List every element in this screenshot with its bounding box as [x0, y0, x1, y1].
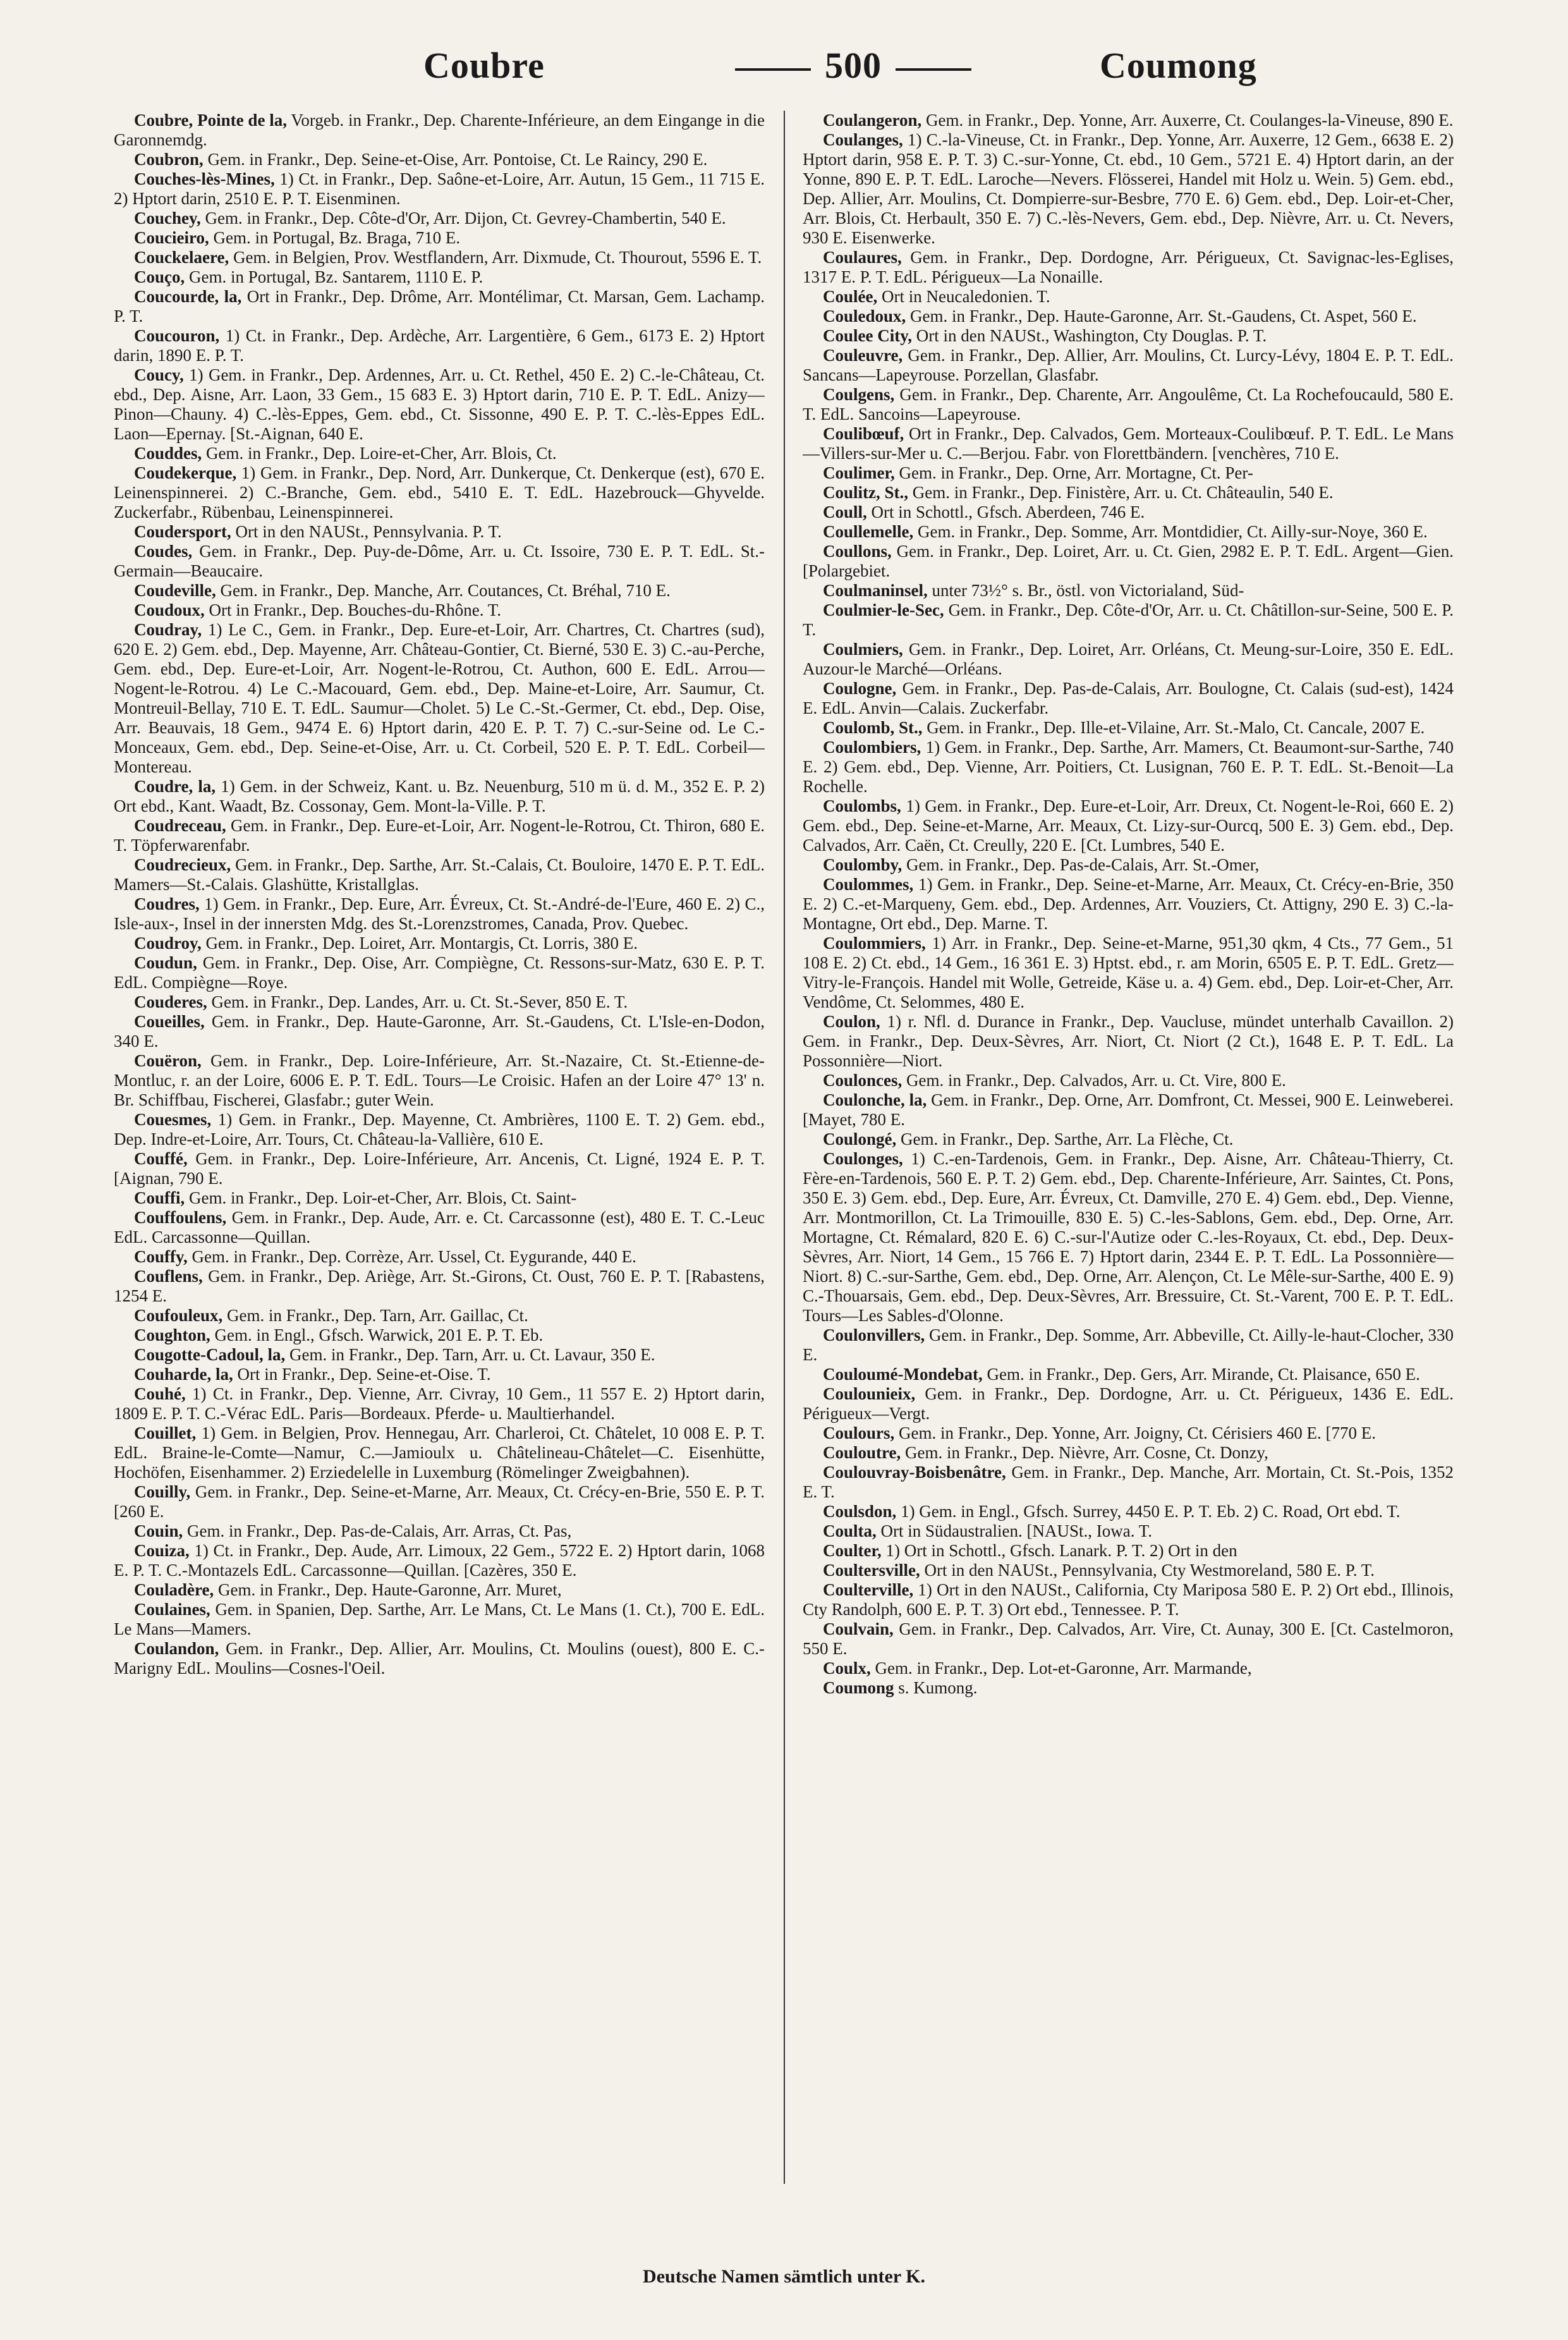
entry-headword: Coulanges,	[823, 130, 903, 149]
entry-headword: Coulx,	[823, 1659, 871, 1678]
entry-headword: Coulmiers,	[823, 640, 903, 659]
dictionary-entry	[803, 1502, 1454, 1521]
dictionary-entry	[114, 228, 765, 248]
entry-headword: Couço,	[134, 267, 185, 286]
entry-text: 1) Le C., Gem. in Frankr., Dep. Eure-et-Loir, Arr. Chartres, Ct. Chartres (sud), 620 E. 2) Gem. ebd., Dep. Mayenne, Arr. Château-Gontier, Ct. Bierné, 530 E. 3) C.-au-Perche, Gem. ebd., Dep. Eure-et-Loir, Arr. Nogent-le-Rotrou, Ct. Authon, 600 E. EdL. Arrou—Nogent-le-Rotrou. 4) Le C.-Macouard, Gem. ebd., Dep. Maine-et-Loire, Arr. Saumur, Ct. Montreuil-Bellay, 710 E. T. EdL. Saumur—Cholet. 5) Le C.-St.-Germer, Ct. ebd., Dep. Oise, Arr. Beauvais, 18 Gem., 9474 E. 6) Hptort darin, 420 E. P. T. 7) C.-sur-Seine od. Le C.-Monceaux, Gem. ebd., Dep. Seine-et-Oise, Arr. u. Ct. Corbeil, 520 E. P. T. EdL. Corbeil—Montereau.	[114, 620, 765, 776]
dictionary-entry	[803, 1130, 1454, 1149]
entry-text: Gem. in Frankr., Dep. Calvados, Arr. Vire, Ct. Aunay, 300 E. [Ct. Castelmoron, 550 E.	[803, 1619, 1454, 1658]
entry-headword: Coultersville,	[823, 1561, 920, 1580]
entry-headword: Coubron,	[134, 150, 204, 169]
dictionary-entry	[114, 600, 765, 620]
entry-headword: Coucourde, la,	[134, 287, 242, 306]
text-columns	[114, 111, 1454, 2184]
entry-headword: Couffy,	[134, 1247, 188, 1266]
dictionary-entry	[114, 1639, 765, 1678]
dictionary-entry	[803, 287, 1454, 307]
entry-text: Gem. in Frankr., Dep. Tarn, Arr. u. Ct. Lavaur, 350 E.	[285, 1345, 655, 1364]
entry-text: Gem. in Frankr., Dep. Loire-Inférieure, Arr. Ancenis, Ct. Ligné, 1924 E. P. T. [Aignan, 790 E.	[114, 1149, 765, 1188]
entry-text: Gem. in Frankr., Dep. Gers, Arr. Mirande, Ct. Plaisance, 650 E.	[982, 1365, 1420, 1384]
entry-text: s. Kumong.	[894, 1678, 978, 1697]
entry-headword: Coulitz, St.,	[823, 483, 908, 502]
entry-headword: Couladère,	[134, 1580, 214, 1599]
entry-text: Gem. in Frankr., Dep. Yonne, Arr. Joigny, Ct. Cérisiers 460 E. [770 E.	[894, 1423, 1376, 1442]
dictionary-entry	[114, 1306, 765, 1325]
entry-text: Ort in Neucaledonien. T.	[877, 287, 1050, 306]
entry-text: Gem. in Portugal, Bz. Braga, 710 E.	[209, 228, 461, 247]
entry-text: 1) Ct. in Frankr., Dep. Aude, Arr. Limoux, 22 Gem., 5722 E. 2) Hptort darin, 1068 E. P. T. C.-Montazels EdL. Carcassonne—Quillan. [Cazères, 350 E.	[114, 1541, 765, 1580]
entry-headword: Couin,	[134, 1521, 183, 1540]
entry-text: 1) Gem. in der Schweiz, Kant. u. Bz. Neuenburg, 510 m ü. d. M., 352 E. P. 2) Ort ebd., Kant. Waadt, Bz. Cossonay, Gem. Mont-la-Ville. P. T.	[114, 777, 765, 815]
dictionary-entry	[114, 1051, 765, 1110]
entry-text: Gem. in Frankr., Dep. Lot-et-Garonne, Arr. Marmande,	[870, 1659, 1252, 1678]
entry-text: Gem. in Frankr., Dep. Pas-de-Calais, Arr. St.-Omer,	[902, 855, 1260, 874]
entry-text: 1) Gem. in Frankr., Dep. Eure-et-Loir, Arr. Dreux, Ct. Nogent-le-Roi, 660 E. 2) Gem. ebd., Dep. Seine-et-Marne, Arr. Meaux, Ct. Lizy-sur-Ourcq, 500 E. 3) Gem. ebd., Dep. Calvados, Arr. Caën, Ct. Creully, 220 E. [Ct. Lumbres, 540 E.	[803, 796, 1454, 855]
entry-headword: Coumong	[823, 1678, 894, 1697]
entry-headword: Coulée,	[823, 287, 878, 306]
page-footer-note: Deutsche Namen sämtlich unter K.	[643, 2266, 925, 2287]
entry-text: Gem. in Frankr., Dep. Pas-de-Calais, Arr. Arras, Ct. Pas,	[183, 1521, 572, 1540]
dictionary-entry	[803, 1149, 1454, 1325]
dictionary-entry	[114, 365, 765, 444]
dictionary-entry	[114, 463, 765, 522]
dictionary-entry	[114, 111, 765, 150]
entry-headword: Coudun,	[134, 953, 197, 972]
dictionary-entry	[803, 934, 1454, 1012]
entry-headword: Couffi,	[134, 1188, 185, 1207]
entry-text: Ort in Südaustralien. [NAUSt., Iowa. T.	[876, 1521, 1152, 1540]
dictionary-entry	[803, 1541, 1454, 1561]
dictionary-entry	[114, 894, 765, 934]
entry-text: Gem. in Frankr., Dep. Tarn, Arr. Gaillac, Ct.	[222, 1306, 528, 1325]
entry-text: Gem. in Frankr., Dep. Manche, Arr. Mortain, Ct. St.-Pois, 1352 E. T.	[803, 1463, 1454, 1501]
entry-headword: Coudroy,	[134, 934, 202, 953]
dictionary-entry	[803, 326, 1454, 346]
entry-headword: Coudray,	[134, 620, 202, 639]
entry-text: Gem. in Spanien, Dep. Sarthe, Arr. Le Mans, Ct. Le Mans (1. Ct.), 700 E. EdL. Le Mans—Mamers.	[114, 1600, 765, 1638]
entry-headword: Couches-lès-Mines,	[134, 169, 275, 188]
entry-headword: Couillet,	[134, 1423, 197, 1442]
dictionary-entry	[803, 307, 1454, 326]
entry-headword: Couilly,	[134, 1482, 191, 1501]
entry-headword: Coulogne,	[823, 679, 897, 698]
dictionary-entry	[114, 542, 765, 581]
dictionary-entry	[803, 1325, 1454, 1365]
entry-text: 1) Ort in Schottl., Gfsch. Lanark. P. T. 2) Ort in den	[881, 1541, 1237, 1560]
entry-text: Gem. in Frankr., Dep. Sarthe, Arr. St.-Calais, Ct. Bouloire, 1470 E. P. T. EdL. Mamers—St.-Calais. Glashütte, Kristallglas.	[114, 855, 765, 894]
dictionary-entry	[803, 111, 1454, 130]
page-number-block	[714, 44, 992, 87]
dictionary-entry	[803, 424, 1454, 463]
entry-text: 1) Gem. in Frankr., Dep. Sarthe, Arr. Mamers, Ct. Beaumont-sur-Sarthe, 740 E. 2) Gem. ebd., Dep. Vienne, Arr. Poitiers, Ct. Lusignan, 760 E. P. T. EdL. St.-Benoit—La Rochelle.	[803, 738, 1454, 796]
entry-headword: Couiza,	[134, 1541, 190, 1560]
entry-text: Gem. in Frankr., Dep. Nièvre, Arr. Cosne, Ct. Donzy,	[901, 1443, 1268, 1462]
entry-headword: Coullemelle,	[823, 522, 914, 541]
entry-headword: Coulangeron,	[823, 111, 922, 130]
dictionary-entry	[803, 130, 1454, 248]
dictionary-entry	[114, 1012, 765, 1051]
entry-text: 1) Gem. in Frankr., Dep. Ardennes, Arr. u. Ct. Rethel, 450 E. 2) C.-le-Château, Ct. ebd., Dep. Aisne, Arr. Laon, 33 Gem., 15 683 E. 3) Hptort darin, 710 E. P. T. EdL. Anizy—Pinon—Chauny. 4) C.-lès-Eppes, Gem. ebd., Ct. Sissonne, 490 E. P. T. C.-lès-Eppes EdL. Laon—Epernay. [St.-Aignan, 640 E.	[114, 365, 765, 443]
entry-text: 1) Ct. in Frankr., Dep. Saône-et-Loire, Arr. Autun, 15 Gem., 11 715 E. 2) Hptort darin, 2510 E. P. T. Eisenminen.	[114, 169, 765, 208]
entry-headword: Coucieiro,	[134, 228, 209, 247]
dictionary-entry	[803, 346, 1454, 385]
entry-headword: Couffé,	[134, 1149, 188, 1168]
entry-headword: Coulee City,	[823, 326, 912, 345]
right-column	[803, 111, 1454, 2184]
entry-headword: Couleuvre,	[823, 346, 903, 365]
entry-headword: Couffoulens,	[134, 1208, 227, 1227]
entry-text: Ort in Frankr., Dep. Seine-et-Oise. T.	[233, 1365, 491, 1384]
dictionary-entry	[803, 542, 1454, 581]
dictionary-entry	[803, 248, 1454, 287]
entry-headword: Coulsdon,	[823, 1502, 897, 1521]
header-dash	[896, 68, 971, 71]
dictionary-entry	[803, 600, 1454, 640]
dictionary-entry	[803, 1561, 1454, 1580]
entry-text: Gem. in Frankr., Dep. Oise, Arr. Compiègne, Ct. Ressons-sur-Matz, 630 E. P. T. EdL. Compiègne—Roye.	[114, 953, 765, 992]
entry-headword: Couesmes,	[134, 1110, 212, 1129]
header-last-word: Coumong	[1100, 45, 1257, 86]
dictionary-entry	[803, 875, 1454, 934]
entry-headword: Coulgens,	[823, 385, 895, 404]
entry-text: Gem. in Frankr., Dep. Loiret, Arr. Orléans, Ct. Meung-sur-Loire, 350 E. EdL. Auzour-le Marché—Orléans.	[803, 640, 1454, 678]
entry-text: Gem. in Frankr., Dep. Allier, Arr. Moulins, Ct. Moulins (ouest), 800 E. C.-Marigny EdL. Moulins—Cosnes-l'Oeil.	[114, 1639, 765, 1678]
entry-text: Gem. in Frankr., Dep. Eure-et-Loir, Arr. Nogent-le-Rotrou, Ct. Thiron, 680 E. T. Töpferwarenfabr.	[114, 816, 765, 855]
entry-text: Gem. in Frankr., Dep. Pas-de-Calais, Arr. Boulogne, Ct. Calais (sud-est), 1424 E. EdL. Anvin—Calais. Zuckerfabr.	[803, 679, 1454, 717]
entry-headword: Coulonces,	[823, 1071, 903, 1090]
dictionary-entry	[803, 738, 1454, 796]
dictionary-entry	[114, 1482, 765, 1521]
entry-headword: Coudres,	[134, 894, 200, 913]
dictionary-entry	[114, 855, 765, 894]
entry-text: unter 73½° s. Br., östl. von Victorialand, Süd-	[927, 581, 1244, 600]
entry-text: 1) r. Nfl. d. Durance in Frankr., Dep. Vaucluse, mündet unterhalb Cavaillon. 2) Gem. in Frankr., Dep. Deux-Sèvres, Arr. Niort, Ct. Niort (2 Ct.), 1648 E. P. T. EdL. La Possonnière—Niort.	[803, 1012, 1454, 1070]
dictionary-entry	[114, 444, 765, 463]
dictionary-entry	[114, 1188, 765, 1208]
dictionary-entry	[803, 1443, 1454, 1463]
dictionary-entry	[803, 1580, 1454, 1619]
dictionary-entry	[114, 816, 765, 855]
entry-text: Gem. in Frankr., Dep. Orne, Arr. Domfront, Ct. Messei, 900 E. Leinweberei. [Mayet, 780 E.	[803, 1090, 1454, 1129]
entry-text: Gem. in Frankr., Dep. Somme, Arr. Montdidier, Ct. Ailly-sur-Noye, 360 E.	[913, 522, 1428, 541]
dictionary-entry	[114, 992, 765, 1012]
entry-headword: Couckelaere,	[134, 248, 229, 267]
dictionary-entry	[803, 1090, 1454, 1130]
entry-headword: Coueilles,	[134, 1012, 205, 1031]
entry-text: Gem. in Frankr., Dep. Dordogne, Arr. Périgueux, Ct. Savignac-les-Eglises, 1317 E. P. T. EdL. Périgueux—La Nonaille.	[803, 248, 1454, 286]
entry-text: Gem. in Frankr., Dep. Charente, Arr. Angoulême, Ct. La Rochefoucauld, 580 E. T. EdL. Sancoins—Lapeyrouse.	[803, 385, 1454, 424]
column-divider	[784, 111, 785, 2184]
entry-headword: Coulta,	[823, 1521, 877, 1540]
entry-text: Gem. in Frankr., Dep. Loiret, Arr. u. Ct. Gien, 2982 E. P. T. EdL. Argent—Gien. [Polargebiet.	[803, 542, 1454, 580]
entry-text: Gem. in Frankr., Dep. Haute-Garonne, Arr. St.-Gaudens, Ct. Aspet, 560 E.	[906, 307, 1417, 326]
dictionary-entry	[114, 248, 765, 267]
entry-text: Gem. in Frankr., Dep. Haute-Garonne, Arr. St.-Gaudens, Ct. L'Isle-en-Dodon, 340 E.	[114, 1012, 765, 1051]
dictionary-entry	[114, 1541, 765, 1580]
dictionary-entry	[803, 503, 1454, 522]
dictionary-entry	[114, 1345, 765, 1365]
entry-text: Gem. in Engl., Gfsch. Warwick, 201 E. P. T. Eb.	[210, 1325, 544, 1344]
entry-text: Gem. in Belgien, Prov. Westflandern, Arr. Dixmude, Ct. Thourout, 5596 E. T.	[229, 248, 762, 267]
entry-headword: Coudekerque,	[134, 463, 237, 482]
entry-text: Gem. in Frankr., Dep. Loiret, Arr. Montargis, Ct. Lorris, 380 E.	[201, 934, 638, 953]
dictionary-entry	[114, 1521, 765, 1541]
entry-text: Gem. in Frankr., Dep. Manche, Arr. Coutances, Ct. Bréhal, 710 E.	[216, 581, 671, 600]
entry-headword: Coulours,	[823, 1423, 895, 1442]
dictionary-entry	[114, 1208, 765, 1247]
dictionary-entry	[114, 1384, 765, 1423]
entry-headword: Coudrecieux,	[134, 855, 231, 874]
entry-headword: Couëron,	[134, 1051, 202, 1070]
entry-headword: Coulaines,	[134, 1600, 210, 1619]
dictionary-entry	[114, 777, 765, 816]
entry-text: 1) Gem. in Engl., Gfsch. Surrey, 4450 E. P. T. Eb. 2) C. Road, Ort ebd. T.	[896, 1502, 1401, 1521]
entry-text: Gem. in Frankr., Dep. Allier, Arr. Moulins, Ct. Lurcy-Lévy, 1804 E. P. T. EdL. Sancans—Lapeyrouse. Porzellan, Glasfabr.	[803, 346, 1454, 384]
dictionary-entry	[114, 620, 765, 777]
dictionary-entry	[803, 855, 1454, 875]
entry-text: Gem. in Frankr., Dep. Loire-et-Cher, Arr. Blois, Ct.	[202, 444, 557, 463]
entry-text: 1) Ct. in Frankr., Dep. Ardèche, Arr. Largentière, 6 Gem., 6173 E. 2) Hptort darin, 1890 E. P. T.	[114, 326, 765, 365]
entry-text: Gem. in Frankr., Dep. Yonne, Arr. Auxerre, Ct. Coulanges-la-Vineuse, 890 E.	[921, 111, 1454, 130]
page-number: 500	[825, 45, 882, 86]
dictionary-entry	[114, 581, 765, 600]
left-column	[114, 111, 765, 2184]
entry-headword: Couderes,	[134, 992, 207, 1011]
dictionary-entry	[114, 1600, 765, 1639]
entry-text: 1) Gem. in Frankr., Dep. Nord, Arr. Dunkerque, Ct. Denkerque (est), 670 E. Leinenspinnerei. 2) C.-Branche, Gem. ebd., 5410 E. T. EdL. Hazebrouck—Ghyvelde. Zuckerfabr., Rübenbau, Leinenspinnerei.	[114, 463, 765, 521]
entry-text: 1) C.-en-Tardenois, Gem. in Frankr., Dep. Aisne, Arr. Château-Thierry, Ct. Fère-en-Tardenois, 560 E. P. T. 2) Gem. ebd., Dep. Charente-Inférieure, Arr. Saintes, Ct. Pons, 350 E. 3) Gem. ebd., Dep. Eure, Arr. Évreux, Ct. Damville, 270 E. 4) Gem. ebd., Dep. Vienne, Arr. Montmorillon, Ct. La Trimouille, 830 E. 5) C.-les-Sablons, Gem. ebd., Dep. Orne, Arr. Mortagne, Ct. Rémalard, 820 E. 6) C.-sur-l'Autize oder C.-les-Royaux, Ct. ebd., Dep. Deux-Sèvres, Arr. Niort, 14 Gem., 15 766 E. 7) Hptort darin, 2344 E. P. T. EdL. La Possonnière—Niort. 8) C.-sur-Sarthe, Gem. ebd., Dep. Orne, Arr. Alençon, Ct. Le Mêle-sur-Sarthe, 400 E. 9) C.-Thouarsais, Gem. ebd., Dep. Deux-Sèvres, Arr. Bressuire, Ct. St.-Varent, 700 E. P. T. EdL. Tours—Les Sables-d'Olonne.	[803, 1149, 1454, 1325]
dictionary-entry	[114, 150, 765, 169]
entry-headword: Coulomby,	[823, 855, 903, 874]
dictionary-entry	[803, 640, 1454, 679]
entry-headword: Coulonges,	[823, 1149, 903, 1168]
entry-headword: Coulterville,	[823, 1580, 914, 1599]
entry-text: Gem. in Frankr., Dep. Orne, Arr. Mortagne, Ct. Per-	[894, 463, 1253, 482]
entry-headword: Coulaures,	[823, 248, 902, 267]
dictionary-entry	[114, 267, 765, 287]
entry-headword: Coufouleux,	[134, 1306, 223, 1325]
entry-headword: Coudes,	[134, 542, 193, 561]
dictionary-entry	[114, 1267, 765, 1306]
entry-headword: Couharde, la,	[134, 1365, 233, 1384]
entry-headword: Coudreceau,	[134, 816, 226, 835]
dictionary-entry	[803, 1012, 1454, 1071]
entry-text: 1) Arr. in Frankr., Dep. Seine-et-Marne, 951,30 qkm, 4 Cts., 77 Gem., 51 108 E. 2) Ct. ebd., 14 Gem., 16 361 E. 3) Hptst. ebd., r. am Morin, 6505 E. P. T. EdL. Gretz—Vitry-le-François. Handel mit Wolle, Getreide, Käse u. a. 4) Gem. ebd., Dep. Loir-et-Cher, Arr. Vendôme, Ct. Selommes, 480 E.	[803, 934, 1454, 1011]
dictionary-entry	[114, 209, 765, 228]
dictionary-entry	[114, 1325, 765, 1345]
dictionary-entry	[114, 1110, 765, 1149]
dictionary-entry	[803, 1619, 1454, 1659]
header-first-word: Coubre	[423, 45, 545, 86]
dictionary-entry	[803, 385, 1454, 424]
dictionary-entry	[803, 1659, 1454, 1678]
entry-headword: Coudersport,	[134, 522, 231, 541]
dictionary-entry	[803, 1071, 1454, 1090]
entry-headword: Coulter,	[823, 1541, 882, 1560]
entry-headword: Couhé,	[134, 1384, 186, 1403]
dictionary-entry	[803, 1463, 1454, 1502]
entry-headword: Coughton,	[134, 1325, 210, 1344]
entry-text: Gem. in Frankr., Dep. Calvados, Arr. u. Ct. Vire, 800 E.	[902, 1071, 1286, 1090]
entry-headword: Coullons,	[823, 542, 892, 561]
dictionary-entry	[803, 1365, 1454, 1384]
dictionary-entry	[114, 1365, 765, 1384]
entry-text: 1) Ct. in Frankr., Dep. Vienne, Arr. Civray, 10 Gem., 11 557 E. 2) Hptort darin, 1809 E. P. T. C.-Vérac EdL. Paris—Bordeaux. Pferde- u. Maultierhandel.	[114, 1384, 765, 1423]
dictionary-entry	[114, 1580, 765, 1600]
dictionary-entry	[803, 796, 1454, 855]
entry-text: Gem. in Frankr., Dep. Loir-et-Cher, Arr. Blois, Ct. Saint-	[185, 1188, 577, 1207]
entry-text: Ort in den NAUSt., Pennsylvania. P. T.	[231, 522, 502, 541]
entry-text: Gem. in Frankr., Dep. Aude, Arr. e. Ct. Carcassonne (est), 480 E. T. C.-Leuc EdL. Carcassonne—Quillan.	[114, 1208, 765, 1246]
entry-headword: Couloumé-Mondebat,	[823, 1365, 983, 1384]
entry-text: 1) Gem. in Frankr., Dep. Mayenne, Ct. Ambrières, 1100 E. T. 2) Gem. ebd., Dep. Indre-et-Loire, Arr. Tours, Ct. Château-la-Vallière, 610 E.	[114, 1110, 765, 1149]
entry-headword: Couledoux,	[823, 307, 906, 326]
entry-text: Gem. in Frankr., Dep. Ariège, Arr. St.-Girons, Ct. Oust, 760 E. P. T. [Rabastens, 1254 E.	[114, 1267, 765, 1305]
dictionary-entry	[114, 953, 765, 992]
entry-text: Gem. in Frankr., Dep. Seine-et-Oise, Arr. Pontoise, Ct. Le Raincy, 290 E.	[203, 150, 708, 169]
entry-text: Gem. in Frankr., Dep. Loire-Inférieure, Arr. St.-Nazaire, Ct. St.-Etienne-de-Montluc, r. an der Loire, 6006 E. P. T. EdL. Tours—Le Croisic. Hafen an der Loire 47° 13' n. Br. Schiffbau, Fischerei, Glasfabr.; guter Wein.	[114, 1051, 765, 1109]
header-dash	[735, 68, 811, 71]
entry-text: Gem. in Frankr., Dep. Dordogne, Arr. u. Ct. Périgueux, 1436 E. EdL. Périgueux—Vergt.	[803, 1384, 1454, 1423]
entry-text: Gem. in Frankr., Dep. Côte-d'Or, Arr. Dijon, Ct. Gevrey-Chambertin, 540 E.	[200, 209, 726, 228]
entry-text: Ort in Frankr., Dep. Drôme, Arr. Montélimar, Ct. Marsan, Gem. Lachamp. P. T.	[114, 287, 765, 326]
entry-text: Gem. in Frankr., Dep. Haute-Garonne, Arr. Muret,	[214, 1580, 562, 1599]
entry-headword: Coudeville,	[134, 581, 216, 600]
entry-headword: Coull,	[823, 503, 867, 521]
dictionary-entry	[114, 522, 765, 542]
entry-text: Gem. in Frankr., Dep. Finistère, Arr. u. Ct. Châteaulin, 540 E.	[908, 483, 1334, 502]
entry-headword: Coulomb, St.,	[823, 718, 923, 737]
entry-text: 1) Gem. in Belgien, Prov. Hennegau, Arr. Charleroi, Ct. Châtelet, 10 008 E. P. T. EdL. Braine-le-Comte—Namur, C.—Jamioulx u. Châtelineau-Châtelet—C. Eisenhütte, Hochöfen, Eisenhammer. 2) Erziedelelle in Luxemburg (Römelinger Zweigbahnen).	[114, 1423, 765, 1482]
entry-text: 1) C.-la-Vineuse, Ct. in Frankr., Dep. Yonne, Arr. Auxerre, 12 Gem., 6638 E. 2) Hptort darin, 958 E. P. T. 3) C.-sur-Yonne, Ct. ebd., 10 Gem., 5721 E. 4) Hptort darin, an der Yonne, 890 E. P. T. EdL. Laroche—Nevers. Flösserei, Handel mit Holz u. Wein. 5) Gem. ebd., Dep. Allier, Arr. Moulins, Ct. Dompierre-sur-Besbre, 770 E. 6) Gem. ebd., Dep. Loir-et-Cher, Arr. Blois, Ct. Herbault, 350 E. 7) C.-lès-Nevers, Gem. ebd., Dep. Nièvre, Arr. u. Ct. Nevers, 930 E. Eisenwerke.	[803, 130, 1454, 247]
dictionary-entry	[114, 326, 765, 365]
dictionary-entry	[114, 934, 765, 953]
dictionary-entry	[803, 1384, 1454, 1423]
entry-headword: Couflens,	[134, 1267, 203, 1286]
entry-text: Gem. in Frankr., Dep. Côte-d'Or, Arr. u. Ct. Châtillon-sur-Seine, 500 E. P. T.	[803, 600, 1454, 639]
entry-headword: Cougotte-Cadoul, la,	[134, 1345, 286, 1364]
entry-headword: Coudre, la,	[134, 777, 216, 796]
dictionary-entry	[803, 1521, 1454, 1541]
entry-headword: Coulommiers,	[823, 934, 926, 953]
entry-text: Gem. in Frankr., Dep. Corrèze, Arr. Ussel, Ct. Eygurande, 440 E.	[187, 1247, 636, 1266]
dictionary-entry	[114, 287, 765, 326]
entry-text: Gem. in Frankr., Dep. Somme, Arr. Abbeville, Ct. Ailly-le-haut-Clocher, 330 E.	[803, 1325, 1454, 1364]
entry-text: Vorgeb. in Frankr., Dep. Charente-Inférieure, an dem Eingange in die Garonnemdg.	[114, 111, 765, 149]
entry-text: Gem. in Portugal, Bz. Santarem, 1110 E. P.	[185, 267, 483, 286]
entry-headword: Coulibœuf,	[823, 424, 904, 443]
entry-headword: Couddes,	[134, 444, 202, 463]
dictionary-entry	[803, 522, 1454, 542]
dictionary-entry	[803, 679, 1454, 718]
dictionary-entry	[803, 463, 1454, 483]
dictionary-entry	[803, 718, 1454, 738]
entry-text: Gem. in Frankr., Dep. Seine-et-Marne, Arr. Meaux, Ct. Crécy-en-Brie, 550 E. P. T. [260 E.	[114, 1482, 765, 1521]
entry-headword: Coubre, Pointe de la,	[134, 111, 288, 130]
dictionary-entry	[803, 1423, 1454, 1443]
entry-headword: Coulombiers,	[823, 738, 921, 757]
dictionary-entry	[803, 581, 1454, 600]
entry-headword: Coulandon,	[134, 1639, 219, 1658]
entry-headword: Couloutre,	[823, 1443, 901, 1462]
entry-headword: Coulmaninsel,	[823, 581, 928, 600]
entry-headword: Coulonvillers,	[823, 1325, 925, 1344]
entry-headword: Coulimer,	[823, 463, 895, 482]
entry-text: Gem. in Frankr., Dep. Ille-et-Vilaine, Arr. St.-Malo, Ct. Cancale, 2007 E.	[922, 718, 1425, 737]
dictionary-entry	[803, 483, 1454, 503]
entry-headword: Coulmier-le-Sec,	[823, 600, 944, 619]
entry-headword: Coulon,	[823, 1012, 880, 1031]
dictionary-entry	[114, 1423, 765, 1482]
entry-text: Ort in den NAUSt., Pennsylvania, Cty Westmoreland, 580 E. P. T.	[920, 1561, 1375, 1580]
entry-text: Gem. in Frankr., Dep. Puy-de-Dôme, Arr. u. Ct. Issoire, 730 E. P. T. EdL. St.-Germain—Beaucaire.	[114, 542, 765, 580]
entry-text: Ort in Frankr., Dep. Calvados, Gem. Morteaux-Coulibœuf. P. T. EdL. Le Mans—Villers-sur-Mer u. C.—Berjou. Fabr. von Florettbändern. [venchères, 710 E.	[803, 424, 1454, 463]
entry-text: Gem. in Frankr., Dep. Sarthe, Arr. La Flèche, Ct.	[896, 1130, 1234, 1149]
entry-text: 1) Ort in den NAUSt., California, Cty Mariposa 580 E. P. 2) Ort ebd., Illinois, Cty Randolph, 600 E. P. T. 3) Ort ebd., Tennessee. P. T.	[803, 1580, 1454, 1619]
dictionary-entry	[114, 1247, 765, 1267]
entry-headword: Coulounieix,	[823, 1384, 916, 1403]
dictionary-entry	[803, 1678, 1454, 1698]
entry-headword: Coulommes,	[823, 875, 914, 894]
entry-headword: Coulvain,	[823, 1619, 894, 1638]
entry-headword: Coulombs,	[823, 796, 901, 815]
entry-headword: Coulouvray-Boisbenâtre,	[823, 1463, 1006, 1482]
entry-headword: Coudoux,	[134, 600, 205, 619]
entry-headword: Couchey,	[134, 209, 201, 228]
dictionary-entry	[114, 169, 765, 209]
page-header	[114, 44, 1454, 101]
entry-headword: Coulongé,	[823, 1130, 897, 1149]
entry-text: Ort in den NAUSt., Washington, Cty Douglas. P. T.	[912, 326, 1267, 345]
entry-headword: Coulonche, la,	[823, 1090, 927, 1109]
dictionary-entry	[114, 1149, 765, 1188]
entry-headword: Coucouron,	[134, 326, 220, 345]
entry-headword: Coucy,	[134, 365, 184, 384]
entry-text: 1) Gem. in Frankr., Dep. Seine-et-Marne, Arr. Meaux, Ct. Crécy-en-Brie, 350 E. 2) C.-et-Marqueny, Gem. ebd., Dep. Ardennes, Arr. Vouziers, Ct. Attigny, 290 E. 3) C.-la-Montagne, Ort ebd., Dep. Marne. T.	[803, 875, 1454, 933]
entry-text: Gem. in Frankr., Dep. Landes, Arr. u. Ct. St.-Sever, 850 E. T.	[207, 992, 628, 1011]
entry-text: Ort in Frankr., Dep. Bouches-du-Rhône. T.	[204, 600, 501, 619]
entry-text: 1) Gem. in Frankr., Dep. Eure, Arr. Évreux, Ct. St.-André-de-l'Eure, 460 E. 2) C., Isle-aux-, Insel in der innersten Mdg. des St.-Lorenzstromes, Canada, Prov. Quebec.	[114, 894, 765, 933]
entry-text: Ort in Schottl., Gfsch. Aberdeen, 746 E.	[866, 503, 1145, 521]
